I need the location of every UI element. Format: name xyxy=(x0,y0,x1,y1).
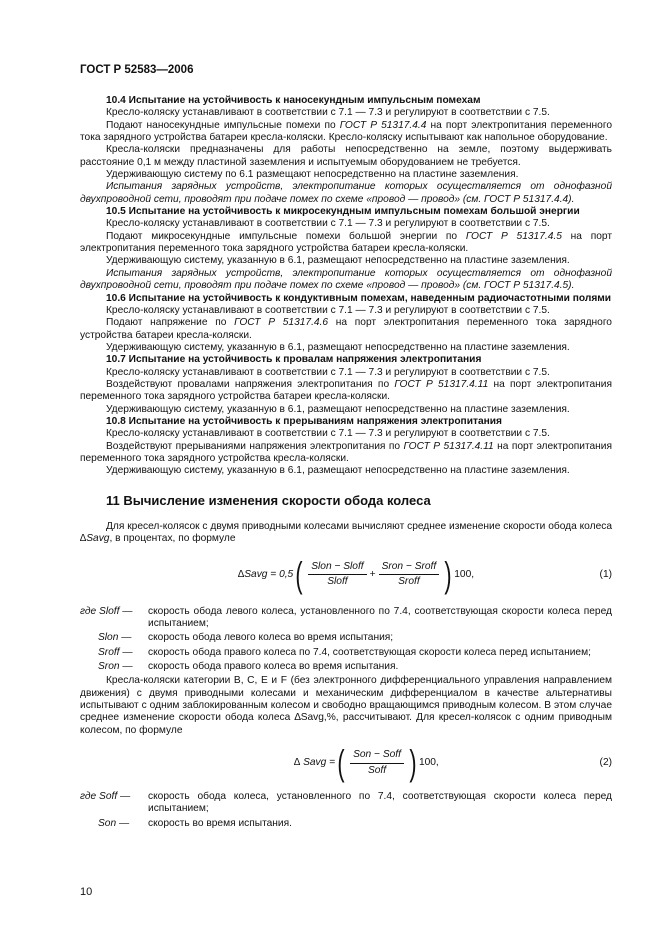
fraction-left-wheel xyxy=(308,561,366,589)
formula-tail: 100, xyxy=(454,568,475,580)
standard-reference: ГОСТ Р 51317.4.11 xyxy=(394,378,489,390)
paragraph: Кресло-коляску устанавливают в соответствии с 7.1 — 7.3 и регулируют в соответствии с 7.5. xyxy=(106,304,550,316)
fraction-denominator: Soff xyxy=(367,764,387,776)
paragraph: Кресла-коляски категории В, С, Е и F (без электронного дифференциального управления направлением движения) с двумя приводными колесами и механическим дифференциалом в качестве альтернативы испытывают с одним заблокированным колесом и свободно вращающимся приводным колесом. В этом случае среднее изменение скорости обода колеса ∆Savg,%, рассчитывают. Для кресел-колясок с одним приводным колесом, по формуле xyxy=(80,675,612,736)
standard-reference: ГОСТ Р 51317.4.6 xyxy=(234,317,329,329)
paragraph: Кресло-коляску устанавливают в соответствии с 7.1 — 7.3 и регулируют в соответствии с 7.5. xyxy=(106,218,550,230)
standard-reference: ГОСТ Р 51317.4.5 xyxy=(465,230,562,242)
formula-1 xyxy=(80,554,612,596)
fraction-denominator: Sloff xyxy=(327,576,348,588)
section-heading-10-5: 10.5 Испытание на устойчивость к микросекундным импульсным помехам большой энергии xyxy=(106,206,580,218)
formula-lhs: ∆ Savg = xyxy=(294,756,336,768)
fraction-numerator: Son − Soff xyxy=(350,749,404,763)
standard-reference: ГОСТ Р 51317.4.11 xyxy=(403,440,494,452)
paren-left: ( xyxy=(337,742,345,784)
where-list-2 xyxy=(80,791,612,830)
equation-number: (1) xyxy=(599,568,612,580)
where-item: Son — скорость во время испытания. xyxy=(98,817,292,829)
paragraph: Подают наносекундные импульсные помехи по ГОСТ Р 51317.4.4 на порт электропитания переменного тока зарядного устройства батареи кресла-коляски. Кресло-коляску испытывают как напольное оборудование. xyxy=(80,119,613,144)
paragraph: Удерживающую систему, указанную в 6.1, размещают непосредственно на пластине заземления. xyxy=(106,255,570,267)
paragraph: Кресло-коляску устанавливают в соответствии с 7.1 — 7.3 и регулируют в соответствии с 7.5. xyxy=(106,107,550,119)
where-item: Sroff — скорость обода правого колеса по 7.4, соответствующая скорости колеса перед испытанием; xyxy=(98,646,591,658)
section-heading-10-6: 10.6 Испытание на устойчивость к кондуктивным помехам, наведенным радиочастотными полями xyxy=(106,292,612,304)
paren-right: ) xyxy=(409,742,417,784)
section-heading-11: 11 Вычисление изменения скорости обода колеса xyxy=(106,492,431,508)
paragraph: Удерживающую систему по 6.1 размещают непосредственно на пластине заземления. xyxy=(106,169,519,181)
where-item: Sron — скорость обода правого колеса во время испытания. xyxy=(98,661,399,673)
paragraph-note: Испытания зарядных устройств, электропитание которых осуществляется от однофазной двухпроводной сети, проводят при подаче помех по схеме «провод — провод» (см. ГОСТ Р 51317.4.4). xyxy=(80,181,612,205)
document-body xyxy=(80,95,612,832)
paren-right: ) xyxy=(444,553,452,595)
paragraph: Удерживающую систему, указанную в 6.1, размещают непосредственно на пластине заземления. xyxy=(106,465,570,477)
section-heading-10-7: 10.7 Испытание на устойчивость к провалам напряжения электропитания xyxy=(106,354,482,366)
where-item: где Soff — скорость обода колеса, установленного по 7.4, соответствующая скорости колеса перед испытанием; xyxy=(80,791,612,815)
formula-tail: 100, xyxy=(418,756,439,768)
where-item: Slon — скорость обода левого колеса во время испытания; xyxy=(98,632,394,644)
paragraph: Удерживающую систему, указанную в 6.1, размещают непосредственно на пластине заземления. xyxy=(106,403,570,415)
symbol: ∆Savg xyxy=(80,533,110,545)
section-heading-10-8: 10.8 Испытание на устойчивость к прерываниям напряжения электропитания xyxy=(106,415,502,427)
paren-left: ( xyxy=(295,553,303,595)
standard-reference: ГОСТ Р 51317.4.4 xyxy=(339,119,427,131)
page-number: 10 xyxy=(80,886,93,898)
fraction-numerator: Sron − Sroff xyxy=(379,561,440,575)
paragraph-note: Испытания зарядных устройств, электропитание которых осуществляется от однофазной двухпроводной сети, проводят при подаче помех по схеме «провод — провод» (см. ГОСТ Р 51317.4.5). xyxy=(80,267,612,292)
fraction-numerator: Slon − Sloff xyxy=(308,561,366,575)
paragraph: Кресло-коляску устанавливают в соответствии с 7.1 — 7.3 и регулируют в соответствии с 7.5. xyxy=(106,428,550,440)
paragraph: Подают микросекундные импульсные помехи большой энергии по ГОСТ Р 51317.4.5 на порт электропитания переменного тока зарядного устройства батареи кресла-коляски. xyxy=(80,230,612,255)
formula-2 xyxy=(80,743,612,783)
equation-number: (2) xyxy=(599,756,612,768)
where-list-1 xyxy=(80,606,612,674)
fraction-denominator: Sroff xyxy=(398,576,420,588)
plus-sign: + xyxy=(369,568,376,580)
paragraph: Удерживающую систему, указанную в 6.1, размещают непосредственно на пластине заземления. xyxy=(106,341,570,353)
paragraph: Кресло-коляску устанавливают в соответствии с 7.1 — 7.3 и регулируют в соответствии с 7.5. xyxy=(106,366,550,378)
formula-lhs: ∆Savg = 0,5 xyxy=(238,568,294,580)
paragraph: Воздействуют провалами напряжения электропитания по ГОСТ Р 51317.4.11 на порт электропитания переменного тока зарядного устройства батареи кресла-коляски. xyxy=(80,378,612,403)
paragraph: Воздействуют прерываниями напряжения электропитания по ГОСТ Р 51317.4.11 на порт электропитания переменного тока зарядного устройства кресла-коляски. xyxy=(80,440,612,464)
paragraph: Подают напряжение по ГОСТ Р 51317.4.6 на порт электропитания переменного тока зарядного устройства батареи кресла-коляски. xyxy=(80,317,612,341)
where-item: где Sloff — скорость обода левого колеса, установленного по 7.4, соответствующая скорости колеса перед испытанием; xyxy=(80,605,612,630)
fraction xyxy=(350,749,404,777)
section-heading-10-4: 10.4 Испытание на устойчивость к наносекундным импульсным помехам xyxy=(106,95,481,106)
paragraph: Для кресел-колясок с двумя приводными колесами вычисляют среднее изменение скорости обода колеса ∆Savg, в процентах, по формуле xyxy=(80,521,612,545)
paragraph: Кресла-коляски предназначены для работы непосредственно на земле, поэтому выдерживать расстояние 0,1 м между пластиной заземления и испытуемым оборудованием не требуется. xyxy=(80,144,612,168)
document-header: ГОСТ Р 52583—2006 xyxy=(80,64,194,76)
fraction-right-wheel xyxy=(379,561,440,589)
